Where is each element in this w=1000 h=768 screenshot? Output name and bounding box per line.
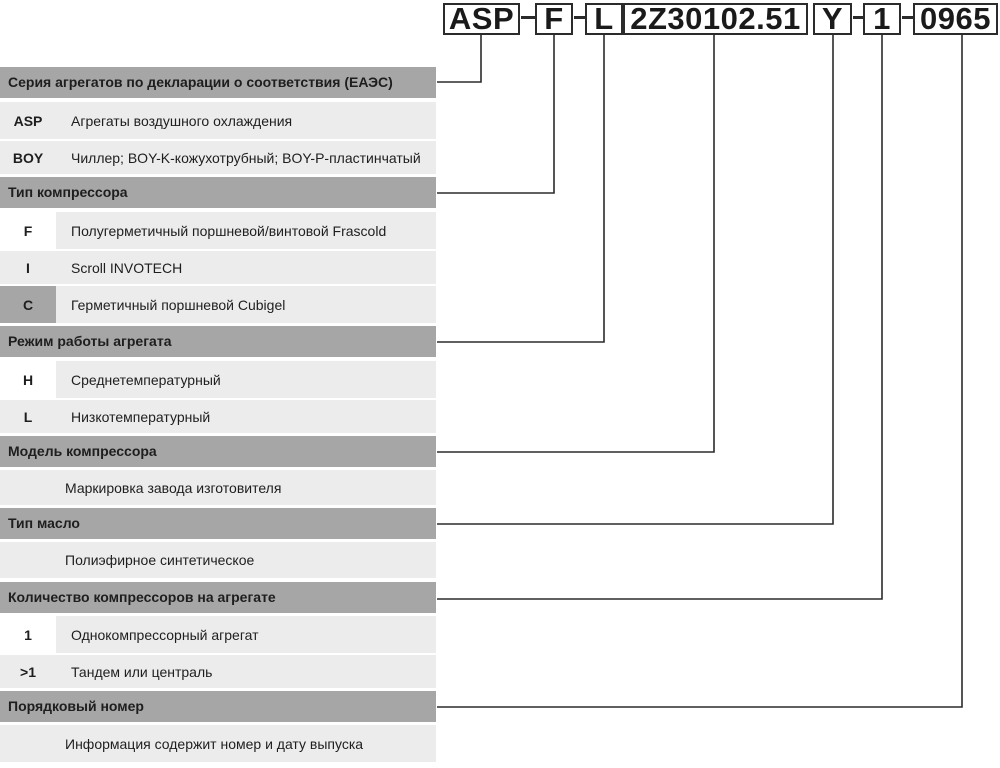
item-description: Чиллер; BOY-K-кожухотрубный; BOY-P-пластинчатый (56, 141, 436, 174)
list-item (0, 361, 436, 398)
section-header-compressor-count: Количество компрессоров на агрегате (0, 582, 436, 613)
connector-serial-number (437, 35, 962, 707)
item-code: I (0, 251, 56, 284)
code-part-serial-number: 0965 (913, 3, 998, 35)
item-description: Полугерметичный поршневой/винтовой Frascold (56, 212, 436, 249)
list-item (0, 655, 436, 688)
item-code: F (0, 212, 56, 249)
item-description: Герметичный поршневой Cubigel (56, 286, 436, 323)
code-separator (574, 16, 585, 19)
section-header-compressor-type: Тип компрессора (0, 177, 436, 208)
connector-compressor-type (437, 35, 554, 193)
item-code: H (0, 361, 56, 398)
list-item (0, 400, 436, 433)
section-info: Маркировка завода изготовителя (0, 470, 436, 505)
item-code: C (0, 286, 56, 323)
item-code: ASP (0, 102, 56, 139)
code-part-mode: L (585, 3, 623, 35)
connector-series (437, 35, 481, 82)
code-separator (902, 16, 913, 19)
item-code: >1 (0, 655, 56, 688)
code-separator (521, 16, 535, 19)
item-description: Среднетемпературный (56, 361, 436, 398)
list-item (0, 141, 436, 174)
section-info: Полиэфирное синтетическое (0, 542, 436, 578)
list-item (0, 286, 436, 323)
section-header-serial-number: Порядковый номер (0, 691, 436, 722)
item-description: Низкотемпературный (56, 400, 436, 433)
code-part-series: ASP (443, 3, 520, 35)
list-item (0, 212, 436, 249)
connector-oil-type (437, 35, 833, 524)
item-description: Scroll INVOTECH (56, 251, 436, 284)
item-code: 1 (0, 616, 56, 653)
code-part-oil-type: Y (813, 3, 852, 35)
code-part-compressor-count: 1 (863, 3, 901, 35)
section-info: Информация содержит номер и дату выпуска (0, 725, 436, 762)
code-part-compressor-type: F (535, 3, 573, 35)
code-separator (853, 16, 863, 19)
list-item (0, 616, 436, 653)
connector-compressor-count (437, 35, 882, 599)
item-description: Агрегаты воздушного охлаждения (56, 102, 436, 139)
item-description: Тандем или централь (56, 655, 436, 688)
section-header-oil-type: Тип масло (0, 508, 436, 539)
connector-compressor-model (437, 35, 714, 452)
list-item (0, 102, 436, 139)
list-item (0, 251, 436, 284)
section-header-series: Серия агрегатов по декларации о соответствия (ЕАЭС) (0, 67, 436, 98)
code-part-compressor-model: 2Z30102.51 (623, 3, 808, 35)
item-description: Однокомпрессорный агрегат (56, 616, 436, 653)
item-code: BOY (0, 141, 56, 174)
item-code: L (0, 400, 56, 433)
connector-mode (437, 35, 604, 342)
section-header-mode: Режим работы агрегата (0, 326, 436, 357)
section-header-compressor-model: Модель компрессора (0, 436, 436, 467)
